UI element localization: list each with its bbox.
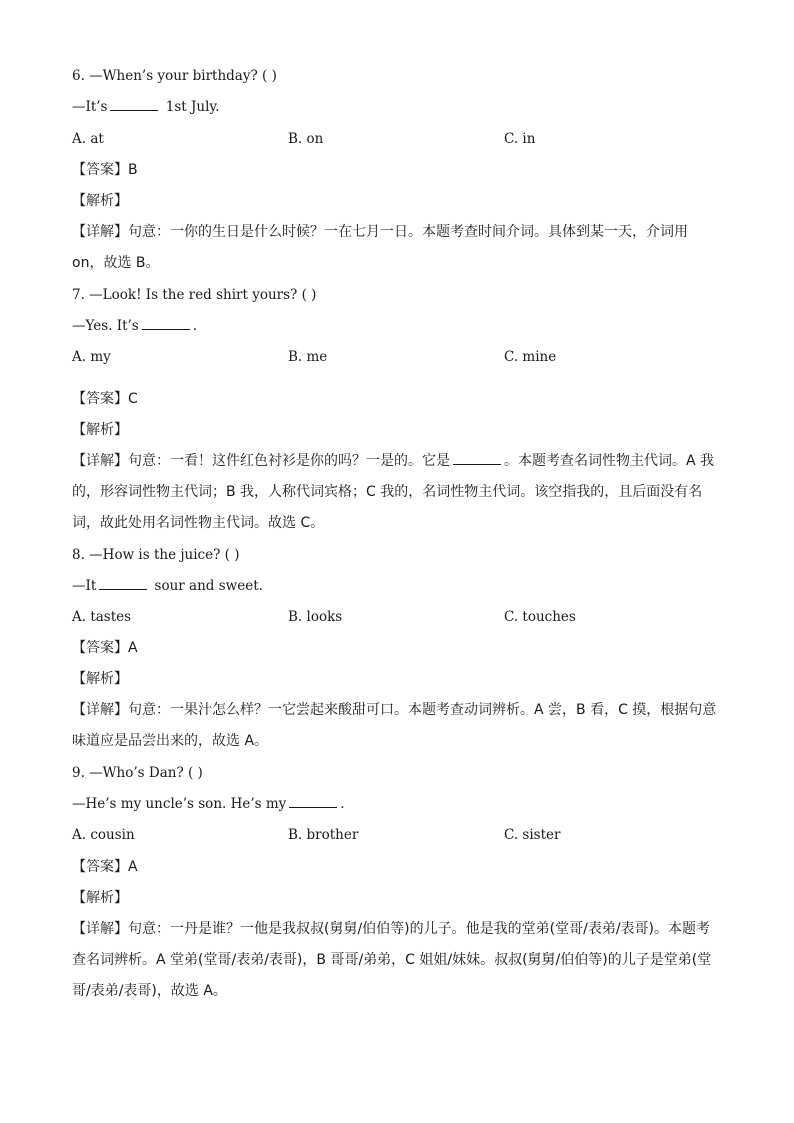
q6-analysis-label: 【解析】 (72, 193, 128, 209)
q6-detail: 【详解】句意：一你的生日是什么时候？一在七月一日。本题考查时间介词。具体到某一天，介词用 on，故选 B。 (72, 224, 688, 271)
q9-answer-line (72, 794, 345, 814)
q9-blank (289, 794, 337, 808)
q8-analysis-label: 【解析】 (72, 671, 128, 687)
q8-option-c: C. touches (504, 609, 576, 625)
q8-option-b: B. looks (288, 609, 343, 625)
q8-question: 8. —How is the juice? ( ) (72, 547, 240, 563)
q8-key: 【答案】A (72, 640, 138, 656)
q8-option-a: A. tastes (72, 609, 132, 625)
q8-blank (99, 576, 147, 590)
q8-detail: 【详解】句意：一果汁怎么样？一它尝起来酸甜可口。本题考查动词辨析。A 尝，B 看，C 摸，根据句意味道应是品尝出来的，故选 A。 (72, 702, 717, 749)
q6-answer-pre: —It’s (72, 99, 108, 115)
q9-question: 9. —Who’s Dan? ( ) (72, 765, 203, 781)
q9-detail: 【详解】句意：一丹是谁？一他是我叔叔(舅舅/伯伯等)的儿子。他是我的堂弟(堂哥/表弟/表哥)。本题考查名词辨析。A 堂弟(堂哥/表弟/表哥)，B 哥哥/弟弟，C 姐姐/妹妹。叔叔(舅舅/伯伯等)的儿子是堂弟(堂哥/表弟/表哥)，故选 A。 (72, 921, 712, 999)
q6-options (72, 129, 722, 149)
q9-options (72, 825, 722, 845)
q6-blank (110, 97, 158, 111)
q6-answer-post: 1st July. (161, 99, 220, 115)
q7-option-b: B. me (288, 349, 328, 365)
q9-option-c: C. sister (504, 827, 561, 843)
q7-option-a: A. my (72, 349, 111, 365)
q6-option-a: A. at (72, 131, 104, 147)
q7-answer-line (72, 316, 197, 336)
q9-analysis-label: 【解析】 (72, 890, 128, 906)
q9-answer-pre: —He’s my uncle’s son. He’s my (72, 796, 287, 812)
q9-option-b: B. brother (288, 827, 359, 843)
q7-option-c: C. mine (504, 349, 557, 365)
q7-detail (72, 446, 722, 539)
q6-option-b: B. on (288, 131, 324, 147)
q9-answer-post: . (340, 796, 345, 812)
q6-key: 【答案】B (72, 162, 138, 178)
q9-option-a: A. cousin (72, 827, 135, 843)
q7-key: 【答案】C (72, 391, 138, 407)
q8-answer-line (72, 576, 263, 596)
q6-answer-line (72, 97, 220, 117)
q6-question: 6. —When’s your birthday? ( ) (72, 68, 277, 84)
q7-detail-pre: 【详解】句意：一看！这件红色衬衫是你的吗？一是的。它是 (72, 453, 450, 469)
q7-options (72, 347, 722, 367)
q8-answer-pre: —It (72, 578, 97, 594)
q7-analysis-label: 【解析】 (72, 422, 128, 438)
q9-key: 【答案】A (72, 859, 138, 875)
q8-answer-post: sour and sweet. (150, 578, 263, 594)
q7-answer-post: . (192, 318, 198, 334)
q8-options (72, 607, 722, 627)
q7-detail-blank (453, 451, 501, 465)
q7-question: 7. —Look! Is the red shirt yours? ( ) (72, 287, 317, 303)
q7-detail-post: 。本题考查名词性物主代词。A 我的，形容词性物主代词；B 我，人称代词宾格；C 我的，名词性物主代词。该空指我的，且后面没有名词，故此处用名词性物主代词。故选 C。 (72, 453, 715, 531)
q6-option-c: C. in (504, 131, 536, 147)
q7-blank (142, 316, 190, 330)
q7-answer-pre: —Yes. It’s (72, 318, 139, 334)
